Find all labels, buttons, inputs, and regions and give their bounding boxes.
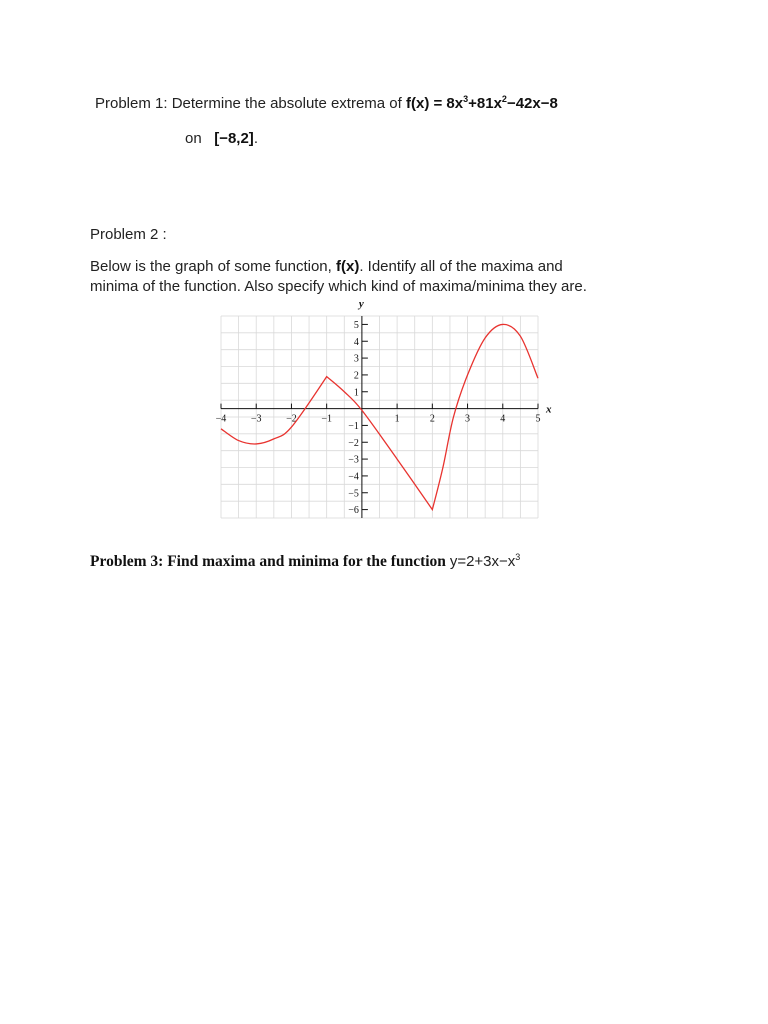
function-part: y=2+3x−x — [449, 553, 516, 570]
function-graph — [210, 296, 550, 522]
x-tick-label: 3 — [465, 413, 471, 425]
y-tick-label: 1 — [353, 387, 359, 399]
problem-2-fx: f(x) — [335, 258, 360, 275]
problem-3-function — [450, 553, 520, 570]
problem-2-label: Problem 2 : — [90, 226, 167, 243]
function-part: −42x−8 — [506, 95, 558, 112]
y-axis-title: y — [358, 298, 364, 310]
problem-3-label: Problem 3: Find maxima and minima for the function — [90, 553, 450, 570]
grid — [221, 316, 538, 518]
y-tick-label: −6 — [348, 505, 359, 517]
y-tick-label: 2 — [353, 370, 359, 382]
x-tick-label: 2 — [429, 413, 435, 425]
y-tick-label: 5 — [353, 319, 359, 331]
x-tick-label: −3 — [250, 413, 262, 425]
x-tick-label: 4 — [500, 413, 506, 425]
problem-3-statement — [90, 553, 520, 571]
interval: [−8,2] — [214, 130, 254, 147]
y-tick-label: 3 — [353, 353, 359, 365]
x-tick-label: −4 — [215, 413, 227, 425]
exponent-3: 3 — [463, 94, 469, 104]
problem-2-text: Below is the graph of some function, — [90, 258, 336, 275]
x-tick-label: −2 — [286, 413, 297, 425]
x-tick-label: 1 — [394, 413, 400, 425]
problem-2-line-1 — [90, 258, 563, 275]
y-tick-label: −5 — [348, 488, 359, 500]
problem-1-interval-line — [185, 130, 258, 147]
y-tick-label: −1 — [348, 420, 359, 432]
period: . — [253, 130, 258, 147]
x-tick-label: −1 — [321, 413, 332, 425]
exponent-3: 3 — [515, 552, 521, 562]
problem-2-text: . Identify all of the maxima and — [359, 258, 563, 275]
function-part: +81x — [468, 95, 502, 112]
problem-1-function — [406, 95, 558, 112]
y-tick-label: 4 — [353, 336, 359, 348]
problem-1-statement — [95, 95, 558, 112]
y-tick-label: −4 — [348, 471, 359, 483]
problem-1-label: Problem 1: Determine the absolute extrema of — [95, 95, 406, 112]
exponent-2: 2 — [501, 94, 507, 104]
y-tick-label: −2 — [348, 437, 359, 449]
function-part: f(x) = 8x — [406, 95, 464, 112]
y-tick-label: −3 — [348, 454, 359, 466]
x-axis-title: x — [546, 403, 552, 416]
x-tick-label: 5 — [535, 413, 541, 425]
on-text: on — [185, 130, 202, 147]
problem-2-line-2: minima of the function. Also specify which kind of maxima/minima they are. — [90, 278, 587, 295]
